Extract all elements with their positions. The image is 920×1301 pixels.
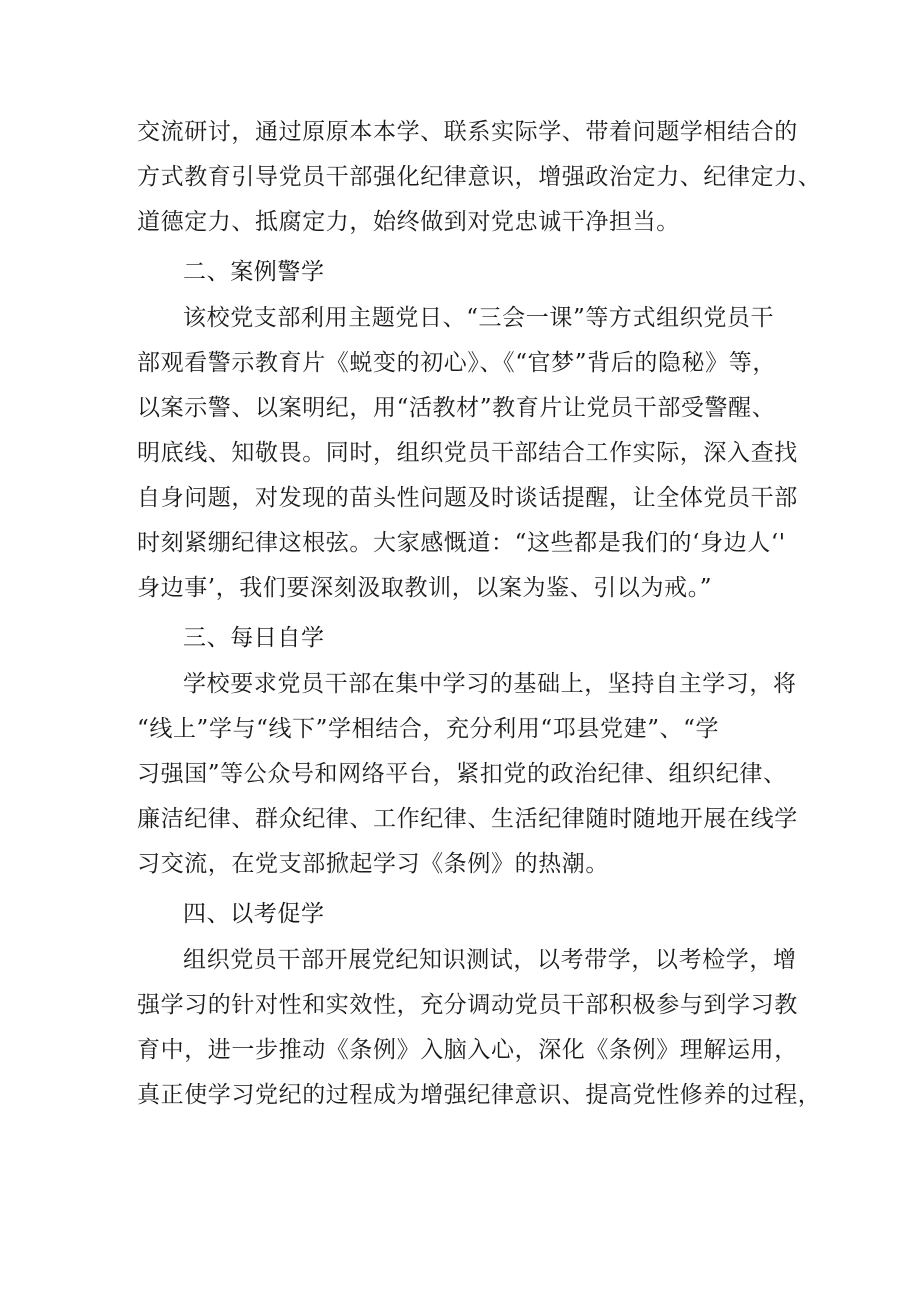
text-line: 交流研讨，通过原原本本学、联系实际学、带着问题学相结合的 (137, 119, 798, 145)
text-line: “线上”学与“线下”学相结合，充分利用“邛县党建”、“学 (137, 716, 720, 742)
text-line: 身边事’，我们要深刻汲取教训，以案为鉴、引以为戒。” (137, 575, 713, 601)
exam-study-paragraph (137, 938, 822, 1118)
daily-study-paragraph (137, 662, 797, 887)
section-heading-daily-study: 三、每日自学 (183, 625, 325, 651)
text-line: 时刻紧绷纪律这根弦。大家感慨道：“这些都是我们的‘身边人‘' (137, 530, 786, 556)
text-line: 自身问题，对发现的苗头性问题及时谈话提醒，让全体党员干部 (137, 485, 798, 511)
text-line: 部观看警示教育片《蜕变的初心》、《“官梦”背后的隐秘》等， (137, 350, 776, 376)
intro-paragraph (137, 110, 822, 245)
text-line: 以案示警、以案明纪，用“活教材”教育片让党员干部受警醒、 (137, 395, 776, 421)
text-line: 强学习的针对性和实效性，充分调动党员干部积极参与到学习教 (137, 992, 798, 1018)
text-line: 真正使学习党纪的过程成为增强纪律意识、提高党性修养的过程， (137, 1082, 822, 1108)
section-heading-case-study: 二、案例警学 (183, 259, 325, 285)
text-line: 该校党支部利用主题党日、“三会一课”等方式组织党员干 (183, 305, 775, 331)
text-line: 方式教育引导党员干部强化纪律意识，增强政治定力、纪律定力、 (137, 164, 822, 190)
text-line: 育中，进一步推动《条例》入脑入心，深化《条例》理解运用， (137, 1037, 798, 1063)
text-line: 习强国”等公众号和网络平台，紧扣党的政治纪律、组织纪律、 (137, 761, 787, 787)
text-line: 廉洁纪律、群众纪律、工作纪律、生活纪律随时随地开展在线学 (137, 806, 798, 832)
text-line: 明底线、知敬畏。同时，组织党员干部结合工作实际，深入查找 (137, 440, 798, 466)
case-study-paragraph (137, 296, 797, 611)
section-heading-exam-study: 四、以考促学 (183, 901, 325, 927)
text-line: 组织党员干部开展党纪知识测试，以考带学，以考检学，增 (183, 947, 797, 973)
text-line: 学校要求党员干部在集中学习的基础上，坚持自主学习，将 (183, 671, 797, 697)
text-line: 习交流，在党支部掀起学习《条例》的热潮。 (137, 851, 609, 877)
text-line: 道德定力、抵腐定力，始终做到对党忠诚干净担当。 (137, 209, 680, 235)
document-body (137, 110, 822, 1118)
